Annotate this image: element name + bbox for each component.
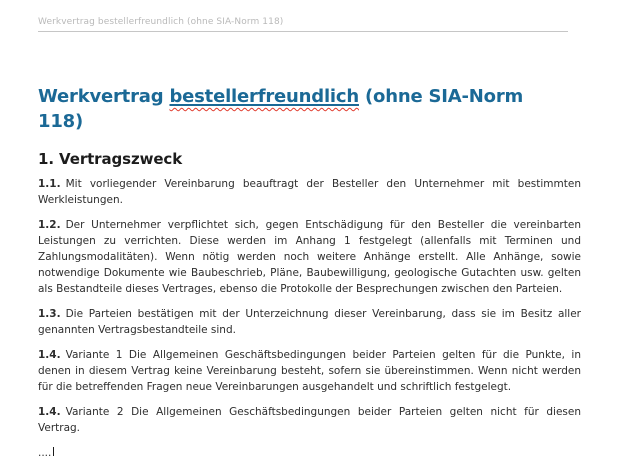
- paragraph-text: Mit vorliegender Vereinbarung beauftragt der Besteller den Unternehmer mit bestimmten Werkleistungen.: [38, 178, 581, 206]
- section-heading[interactable]: 1. Vertragszweck: [38, 150, 183, 168]
- paragraph-1-2[interactable]: [38, 217, 581, 297]
- paragraph-number: 1.1.: [38, 178, 61, 190]
- running-title: Werkvertrag bestellerfreundlich (ohne SIA-Norm 118): [38, 17, 284, 27]
- paragraph-text: Variante 2 Die Allgemeinen Geschäftsbedingungen beider Parteien gelten nicht für diesen Vertrag.: [38, 406, 581, 434]
- title-segment-after: (ohne SIA-Norm: [358, 86, 524, 107]
- document-editing-area[interactable]: [38, 84, 581, 456]
- paragraph-1-3[interactable]: [38, 306, 581, 338]
- paragraph-number: 1.2.: [38, 219, 61, 231]
- document-title[interactable]: [38, 84, 581, 134]
- ellipsis-line[interactable]: [38, 445, 581, 456]
- paragraph-text: Die Parteien bestätigen mit der Unterzeichnung dieser Vereinbarung, dass sie im Besitz aller genannten Vertragsbestandteile sind.: [38, 308, 581, 336]
- title-line2: 118): [38, 111, 83, 132]
- paragraph-text: Variante 1 Die Allgemeinen Geschäftsbedingungen beider Parteien gelten für die Punkte, in denen in diesem Vertrag keine Vereinbarung besteht, sofern sie übereinstimmen. Wenn nicht werden für die betreffenden Fragen neue Vereinbarungen ausgehandelt und schriftlich festgelegt.: [38, 349, 581, 393]
- page-header: [38, 16, 568, 28]
- paragraph-number: 1.4.: [38, 349, 61, 361]
- header-rule: [38, 31, 568, 32]
- title-segment-before: Werkvertrag: [38, 86, 170, 107]
- paragraph-1-1[interactable]: [38, 176, 581, 208]
- paragraph-text: Der Unternehmer verpflichtet sich, gegen Entschädigung für den Besteller die vereinbarten Leistungen zu verrichten. Diese werden im Anhang 1 festgelegt (allenfalls mit Terminen und Zahlungsmodalitäten). Wenn nötig werden noch weitere Anhänge erstellt. Alle Anhänge, sowie notwendige Dokumente wie Baubeschrieb, Pläne, Baubewilligung, geologische Gutachten usw. gelten als Bestandteile dieses Vertrages, ebenso die Protokolle der Besprechungen zwischen den Parteien.: [38, 219, 581, 295]
- paragraph-1-4-variante-1[interactable]: [38, 347, 581, 395]
- paragraph-number: 1.4.: [38, 406, 61, 418]
- text-caret: [53, 447, 54, 456]
- paragraph-number: 1.3.: [38, 308, 61, 320]
- underlined-word-wrap: [169, 86, 359, 107]
- paragraph-1-4-variante-2[interactable]: [38, 404, 581, 436]
- ellipsis-dots: ....: [38, 447, 52, 456]
- misspelled-word-spellcheck-underline[interactable]: bestellerfreundlich: [169, 86, 359, 107]
